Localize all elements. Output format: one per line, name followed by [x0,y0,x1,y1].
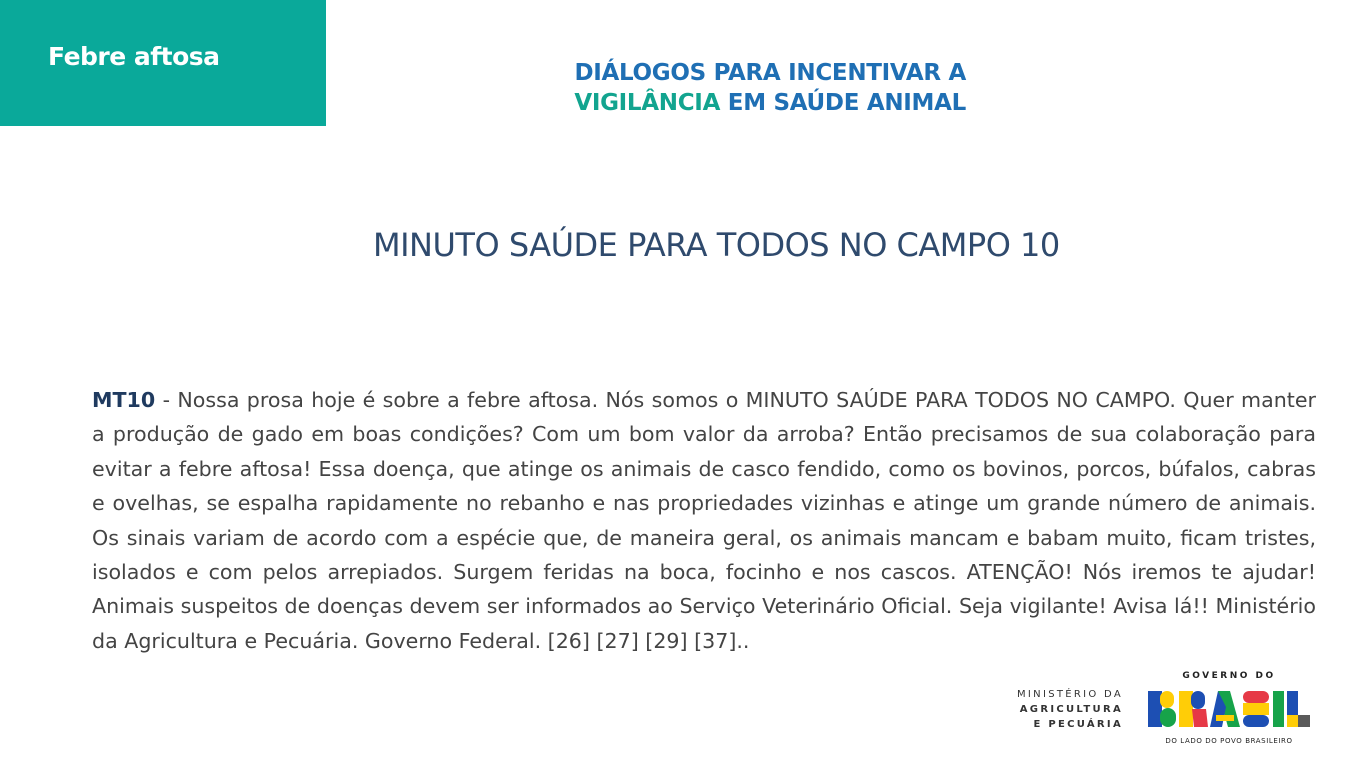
header-title-rest: EM SAÚDE ANIMAL [720,90,966,116]
header-title-line2 [470,88,966,118]
ministry-line1: MINISTÉRIO DA [1017,689,1123,700]
government-logo-bottom: DO LADO DO POVO BRASILEIRO [1165,737,1293,745]
episode-code: MT10 [92,388,156,412]
header-title-accent: VIGILÂNCIA [574,90,721,116]
ministry-line3: E PECUÁRIA [1033,719,1123,730]
ministry-logo [1017,687,1123,732]
government-logo-top: GOVERNO DO [1182,671,1276,681]
body-text: - Nossa prosa hoje é sobre a febre aftosa. Nós somos o MINUTO SAÚDE PARA TODOS NO CAMPO. Quer manter a produção de gado em boas condições? Com um bom valor da arroba? Então precisamos de sua colaboração para evitar a febre aftosa! Essa doença, que atinge os animais de casco fendido, como os bovinos, porcos, búfalos, cabras e ovelhas, se espalha rapidamente no rebanho e nas propriedades vizinhas e atinge um grande número de animais. Os sinais variam de acordo com a espécie que, de maneira geral, os animais mancam e babam muito, ficam tristes, isolados e com pelos arrepiados. Surgem feridas na boca, focinho e nos cascos. ATENÇÃO! Nós iremos te ajudar! Animais suspeitos de doenças devem ser informados ao Serviço Veterinário Oficial. Seja vigilante! Avisa lá!! Ministério da Agricultura e Pecuária. Governo Federal. [26] [27] [29] [37].. [92,388,1316,653]
slide-title: MINUTO SAÚDE PARA TODOS NO CAMPO 10 [373,226,1060,264]
header-title [470,58,966,118]
brasil-logo-icon [1146,687,1312,733]
body-paragraph [92,383,1316,658]
topic-tag-label: Febre aftosa [48,42,220,71]
topic-tag [0,0,326,126]
ministry-line2: AGRICULTURA [1019,704,1123,715]
government-logo [1146,671,1312,751]
header-title-line1: DIÁLOGOS PARA INCENTIVAR A [574,60,966,86]
